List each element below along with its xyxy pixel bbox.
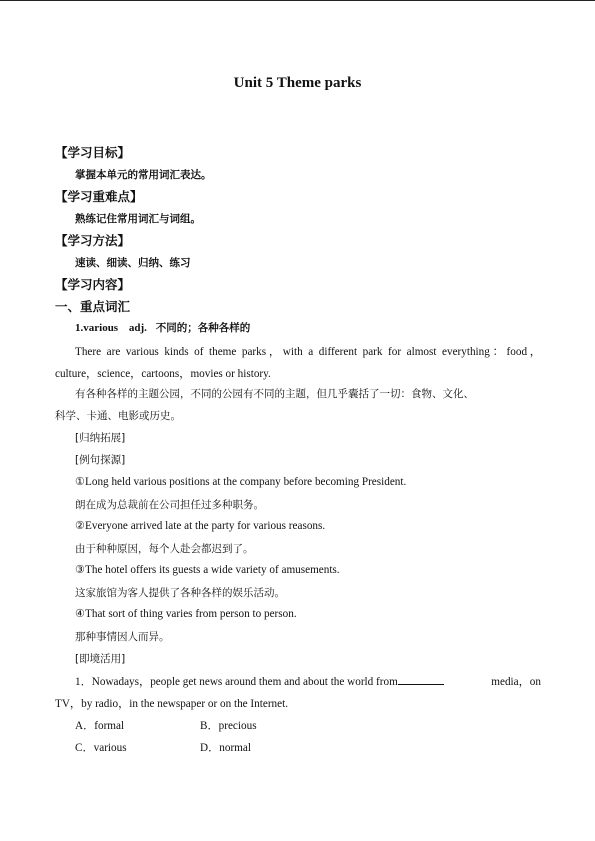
question-line1 [75, 673, 541, 689]
tag-expand: [归纳拓展] [75, 432, 126, 444]
option-b[interactable]: B．precious [200, 720, 257, 732]
example-en-line2: culture，science，cartoons，movies or history. [55, 368, 271, 380]
sentence-en: ③The hotel offers its guests a wide variety of amusements. [75, 564, 340, 576]
key-text: 熟练记住常用词汇与词组。 [75, 213, 201, 225]
example-cn-line1: 有各种各样的主题公园，不同的公园有不同的主题，但几乎囊括了一切：食物、文化、 [75, 388, 474, 400]
answer-blank[interactable] [398, 674, 444, 685]
goal-label: 【学习目标】 [55, 145, 131, 160]
sentence-cn: 这家旅馆为客人提供了各种各样的娱乐活动。 [75, 587, 285, 599]
option-d[interactable]: D．normal [200, 742, 251, 754]
option-c[interactable]: C．various [75, 742, 127, 754]
part1-heading: 一、重点词汇 [55, 299, 131, 314]
vocab-pos: adj. [128, 322, 147, 334]
method-label: 【学习方法】 [55, 233, 131, 248]
question-stem [75, 673, 444, 689]
question-text-a: 1．Nowadays，people get news around them and about the world from [75, 676, 398, 688]
goal-text: 掌握本单元的常用词汇表达。 [75, 169, 212, 181]
tag-practice: [即境活用] [75, 653, 126, 665]
sentence-cn: 那种事情因人而异。 [75, 631, 170, 643]
key-label: 【学习重难点】 [55, 189, 143, 204]
example-cn-line2: 科学、卡通、电影或历史。 [55, 410, 181, 422]
sentence-cn: 朗在成为总裁前在公司担任过多种职务。 [75, 499, 264, 511]
question-text-b: media，on [491, 676, 541, 688]
example-en-line1: There are various kinds of theme parks，with a different park for almost everything：food， [75, 346, 541, 358]
vocab-word: 1.various [75, 322, 119, 334]
method-text: 速读、细读、归纳、练习 [75, 257, 191, 269]
tag-examples: [例句探源] [75, 454, 126, 466]
content-label: 【学习内容】 [55, 277, 131, 292]
sentence-cn: 由于种种原因，每个人赴会都迟到了。 [75, 543, 254, 555]
sentence-en: ④That sort of thing varies from person to person. [75, 608, 297, 620]
sentence-en: ②Everyone arrived late at the party for various reasons. [75, 520, 326, 532]
question-line2: TV，by radio，in the newspaper or on the Internet. [55, 698, 289, 710]
vocab-entry [75, 320, 250, 335]
page-title: Unit 5 Theme parks [233, 75, 362, 91]
vocab-meaning: 不同的；各种各样的 [155, 322, 251, 334]
sentence-en: ①Long held various positions at the company before becoming President. [75, 476, 407, 488]
option-a[interactable]: A．formal [75, 720, 125, 732]
header-rule [0, 0, 595, 1]
